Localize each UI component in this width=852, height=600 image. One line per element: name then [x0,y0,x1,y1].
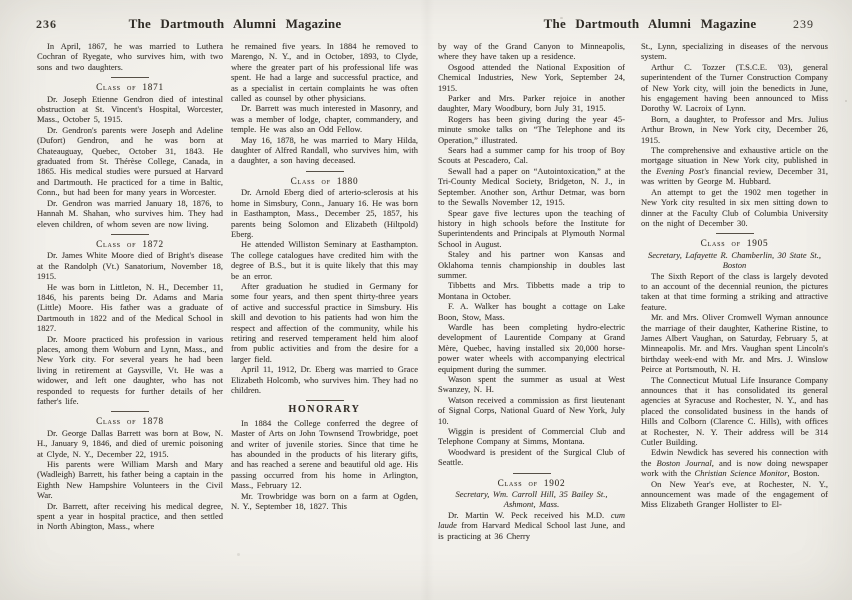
honorary-heading: HONORARY [288,404,361,416]
paragraph: Wardle has been completing hydro-electric development of Laurentide Company at Grand Mère, Quebec, having installed six 20,000 horse-power water wheels with accompanying electrical equipment during the summer. [438,321,625,374]
paragraph: An attempt to get the 1902 men together in New York city resulted in six men sitting down to dinner at the Faculty Club of Columbia University on the night of December 30. [641,186,828,228]
paragraph: After graduation he studied in Germany for some four years, and then spent thirty-three years of active and successful practice in Simsbury. His skill and devotion to his patients had won him the respect and affection of the community, while his retiring and reserved temperament held him aloof from public activities and from the desire for a larger field. [231,280,418,364]
page-number-left: 236 [36,17,57,31]
paragraph: Parker and Mrs. Parker rejoice in another daughter, Mary Woodbury, born July 31, 1915. [438,93,625,114]
section-divider [111,411,149,412]
paragraph: Wason spent the summer as usual at West Swanzey, N. H. [438,374,625,395]
paragraph: Sewall had a paper on “Autointoxication,” at the Tri-County Medical Society, Bridgeton, N. J., in September. Another son, Arthur Detmar, was born to the Sewalls November 12, 1915. [438,165,625,208]
paragraph: Born, a daughter, to Professor and Mrs. Julius Arthur Brown, in New York city, December 26, 1915. [641,113,828,145]
class-heading: Class of 1871 [96,82,164,93]
paragraph: Dr. Barrett, after receiving his medical degree, spent a year in hospital practice, and then settled in North Abington, Mass., where [37,500,223,532]
paragraph: Arthur C. Tozzer (T.S.C.E. '03), general superintendent of the Turner Construction Company of New York city, will join the benedicts in June, his engagement having been announced to Miss Dorothy W. Lacroix of Lynn. [641,61,828,114]
paragraph: Rogers has been giving during the year 45-minute smoke talks on “The Telephone and its Operation,” illustrated. [438,113,625,145]
page-gutter [420,0,434,600]
section-divider [111,234,149,235]
paragraph: Dr. Moore practiced his profession in various places, among them Woburn and Lynn, Mass., and New York city. For several years he had been living in retirement at Gaysville, Vt. He was a widower, and left one daughter, who has not responded to requests for further details of her father's life. [37,333,223,406]
paragraph: He was born in Littleton, N. H., December 11, 1846, his parents being Dr. Adams and Maria (Little) Moore. His father was a graduate of Dartmouth in 1822 and of the Medical School in 1827. [37,281,223,334]
paragraph: Sears had a summer camp for his troop of Boy Scouts at Pescadero, Cal. [438,145,625,166]
paragraph: Mr. and Mrs. Oliver Cromwell Wyman announce the marriage of their daughter, Katherine Ristine, to James Albert Vaughan, on Saturday, February 5, at Minneapolis. Mr. and Mrs. Vaughan spent Lincoln's birthday week-end with Mr. and Mrs. J. Winslow Peirce at Portsmouth, N. H. [641,312,828,375]
paragraph: His parents were William Marsh and Mary (Wadleigh) Barrett, his father being a captain in the Eighth New Hampshire Volunteers in the Civil War. [37,459,223,501]
section-divider [513,473,551,474]
paragraph: Dr. Martin W. Peck received his M.D. cum laude from Harvard Medical School last June, and is practicing at 36 Cherry [438,509,625,541]
paragraph: Dr. Barrett was much interested in Masonry, and was a member of lodge, chapter, commandery, and temple. He was also an Odd Fellow. [231,103,418,135]
paragraph: On New Year's eve, at Rochester, N. Y., announcement was made of the engagement of Miss Elizabeth Granger Hollister to El- [641,478,828,510]
paragraph: Mr. Trowbridge was born on a farm at Ogden, N. Y., September 18, 1827. This [231,490,418,512]
paragraph: Edwin Newdick has severed his connection with the Boston Journal, and is now doing newspaper work with the Christian Science Monitor, Boston. [641,447,828,479]
section-divider [716,233,754,234]
section-divider [306,400,344,401]
class-heading: Class of 1880 [290,175,359,186]
paragraph: Woodward is president of the Surgical Club of Seattle. [438,446,625,468]
paragraph: Spear gave five lectures upon the teaching of history in high schools before the Institute for Superintendents and Principals at Plymouth Normal School in August. [438,207,625,249]
paragraph: May 16, 1878, he was married to Mary Hilda, daughter of Alfred Randall, who survives him, with a daughter, a son having deceased. [231,134,418,166]
paragraph: Dr. George Dallas Barrett was born at Bow, N. H., January 9, 1846, and died of uremic poisoning at Clyde, N. Y., December 22, 1915. [37,427,223,459]
page-239-column-1 [438,41,625,541]
section-divider [111,77,149,78]
paragraph: April 11, 1912, Dr. Eberg was married to Grace Elizabeth Holcomb, who survives him. They had no children. [231,364,418,395]
secretary-line: Secretary, Lafayette R. Chamberlin, 30 State St., Boston [647,249,822,271]
page-236-column-1 [37,41,223,532]
paragraph: Dr. James White Moore died of Bright's disease at the Randolph (Vt.) Sanatorium, November 18, 1915. [37,250,223,282]
secretary-line: Secretary, Wm. Carroll Hill, 35 Bailey St., Ashmont, Mass. [455,489,608,510]
paragraph-continuation: by way of the Grand Canyon to Minneapolis, where they have taken up a residence. [438,41,625,62]
paragraph: Staley and his partner won Kansas and Oklahoma tennis championship in doubles last summer. [438,249,625,280]
paragraph: In April, 1867, he was married to Luthera Cochran of Ryegate, who survives him, with two sons and two daughters. [37,41,223,72]
paragraph: Dr. Arnold Eberg died of arterio-sclerosis at his home in Simsbury, Conn., January 16. He was born in Easthampton, Mass., December 25, 1857, his parents being Solomon and Elizabeth (Hiltpold) Eberg. [231,187,418,239]
paragraph: The Sixth Report of the class is largely devoted to an account of the decennial reunion, the pictures taken at that time forming a striking and attractive feature. [641,270,828,312]
paragraph: F. A. Walker has bought a cottage on Lake Boon, Stow, Mass. [438,301,625,322]
paragraph: The Connecticut Mutual Life Insurance Company announces that it has consolidated its general agencies at Syracuse and Rochester, N. Y., and has placed the consolidated business in the hands of Hills and Colborn (Clarence C. Hills), with offices at Rochester, N. Y. Their address will be 314 Cutler Building. [641,374,828,448]
paragraph: In 1884 the College conferred the degree of Master of Arts on John Townsend Trowbridge, poet and writer of juvenile stories. Since that time he has abounded in the products of his literary gifts, and has reached a serene and beautiful old age. His passing occurred from his home in Arlington, Mass., February 12. [231,417,418,491]
class-heading: Class of 1905 [700,238,769,249]
class-heading: Class of 1902 [497,477,566,488]
paragraph: Dr. Gendron was married January 18, 1876, to Hannah M. Shahan, who survives him. They had eleven children, of whom seven are now living. [37,197,223,229]
class-heading: Class of 1872 [96,238,164,249]
paragraph: Dr. Gendron's parents were Joseph and Adeline (Dufort) Gendron, and he was born at Chateauguay, Quebec, October 31, 1843. He graduated from St. Thérèse College, Canada, in 1865. His medical studies were pursued at Harvard and Dartmouth. He practiced for a time in Baltic, Conn., but had been for many years in Worcester. [37,124,223,198]
magazine-header-right: The Dartmouth Alumni Magazine [543,16,757,31]
page-236-column-2 [231,41,418,511]
section-divider [306,171,344,172]
paragraph: Watson received a commission as first lieutenant of Signal Corps, National Guard of New York, July 10. [438,394,625,426]
scan-speck [845,100,847,102]
page-239-column-2 [641,41,828,510]
paragraph: The comprehensive and exhaustive article on the mortgage situation in New York city, published in the Evening Post's financial review, December 31, was written by George M. Hubbard. [641,145,828,187]
scan-speck [560,17,563,19]
paragraph: Osgood attended the National Exposition of Chemical Industries, New York, September 24, 1915. [438,61,625,93]
class-heading: Class of 1878 [96,416,164,427]
paragraph: Dr. Joseph Etienne Gendron died of intestinal obstruction at St. Vincent's Hospital, Worcester, Mass., October 5, 1915. [37,93,223,125]
page-number-right: 239 [793,17,814,31]
scan-speck [237,553,240,556]
paragraph: Tibbetts and Mrs. Tibbetts made a trip to Montana in October. [438,280,625,301]
paragraph: He attended Williston Seminary at Easthampton. The college catalogues have credited him with the degree of B.S., but it is quite likely that this may be an error. [231,239,418,281]
paragraph: Wiggin is president of Commercial Club and Telephone Company at Simms, Montana. [438,426,625,447]
paragraph-continuation: he remained five years. In 1884 he removed to Marengo, N. Y., and in October, 1893, to Clyde, where the greater part of his professional life was spent. He had a large and successful practice, and as a specialist in certain complaints he was often called as counsel by other physicians. [231,41,418,104]
magazine-header-left: The Dartmouth Alumni Magazine [128,16,342,31]
paragraph-continuation: St., Lynn, specializing in diseases of the nervous system. [641,41,828,62]
